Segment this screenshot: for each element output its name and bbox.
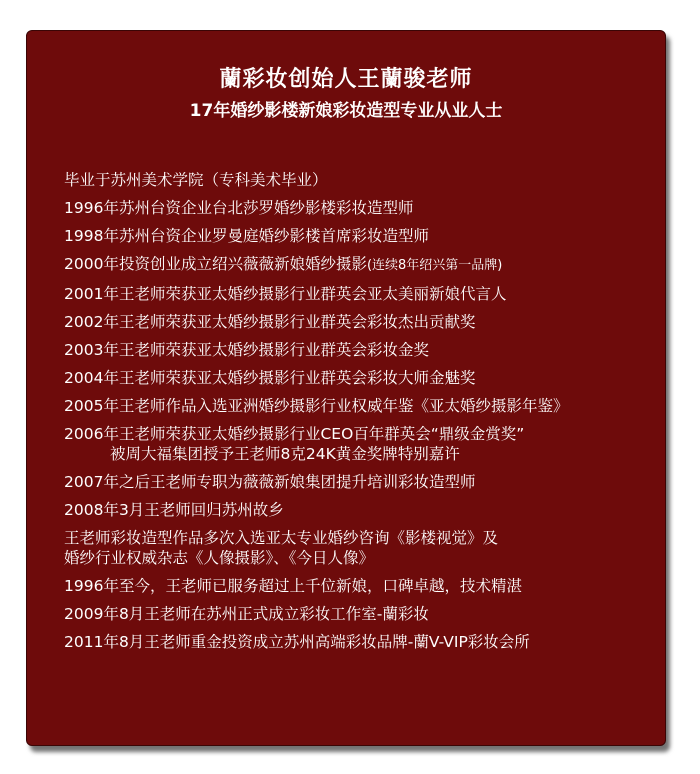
bio-item-1996: 1996年苏州台资企业台北莎罗婚纱影楼彩妆造型师	[64, 199, 414, 217]
bio-list	[64, 170, 654, 660]
bio-item-2007: 2007年之后王老师专职为薇薇新娘集团提升培训彩妆造型师	[64, 473, 476, 491]
page-subtitle: 17年婚纱影楼新娘彩妆造型专业从业人士	[189, 101, 503, 121]
bio-item-2001: 2001年王老师荣获亚太婚纱摄影行业群英会亚太美丽新娘代言人	[64, 285, 507, 303]
bio-item-2004: 2004年王老师荣获亚太婚纱摄影行业群英会彩妆大师金魅奖	[64, 369, 476, 387]
bio-item-2002: 2002年王老师荣获亚太婚纱摄影行业群英会彩妆杰出贡献奖	[64, 313, 476, 331]
bio-item-2011: 2011年8月王老师重金投资成立苏州高端彩妆品牌-蘭V-VIP彩妆会所	[64, 633, 530, 651]
bio-item-2005: 2005年王老师作品入选亚洲婚纱摄影行业权威年鉴《亚太婚纱摄影年鉴》	[64, 397, 569, 415]
bio-item-1998: 1998年苏州台资企业罗曼庭婚纱影楼首席彩妆造型师	[64, 227, 429, 245]
bio-item-2003: 2003年王老师荣获亚太婚纱摄影行业群英会彩妆金奖	[64, 341, 429, 359]
bio-item-2006-detail: 被周大福集团授予王老师8克24K黄金奖牌特别嘉许	[110, 445, 460, 463]
bio-item-2006: 2006年王老师荣获亚太婚纱摄影行业CEO百年群英会“鼎级金赏奖” 被周大福集团授予王老师8克24K黄金奖牌特别嘉许	[64, 424, 654, 464]
bio-item-publications-detail: 婚纱行业权威杂志《人像摄影》、《今日人像》	[64, 549, 375, 567]
bio-item-education: 毕业于苏州美术学院（专科美术毕业）	[64, 171, 328, 189]
bio-item-2008: 2008年3月王老师回归苏州故乡	[64, 501, 284, 519]
bio-item-2000-note: (连续8年绍兴第一品牌)	[366, 258, 503, 273]
page-title: 蘭彩妆创始人王蘭骏老师	[219, 67, 473, 92]
bio-item-publications: 王老师彩妆造型作品多次入选亚太专业婚纱咨询《影楼视觉》及 婚纱行业权威杂志《人像摄影》、《今日人像》	[64, 528, 654, 568]
bio-item-2000: 2000年投资创业成立绍兴薇薇新娘婚纱摄影(连续8年绍兴第一品牌)	[64, 255, 503, 273]
bio-item-service: 1996年至今，王老师已服务超过上千位新娘，口碑卓越，技术精湛	[64, 577, 522, 595]
bio-item-2009: 2009年8月王老师在苏州正式成立彩妆工作室-蘭彩妆	[64, 605, 429, 623]
